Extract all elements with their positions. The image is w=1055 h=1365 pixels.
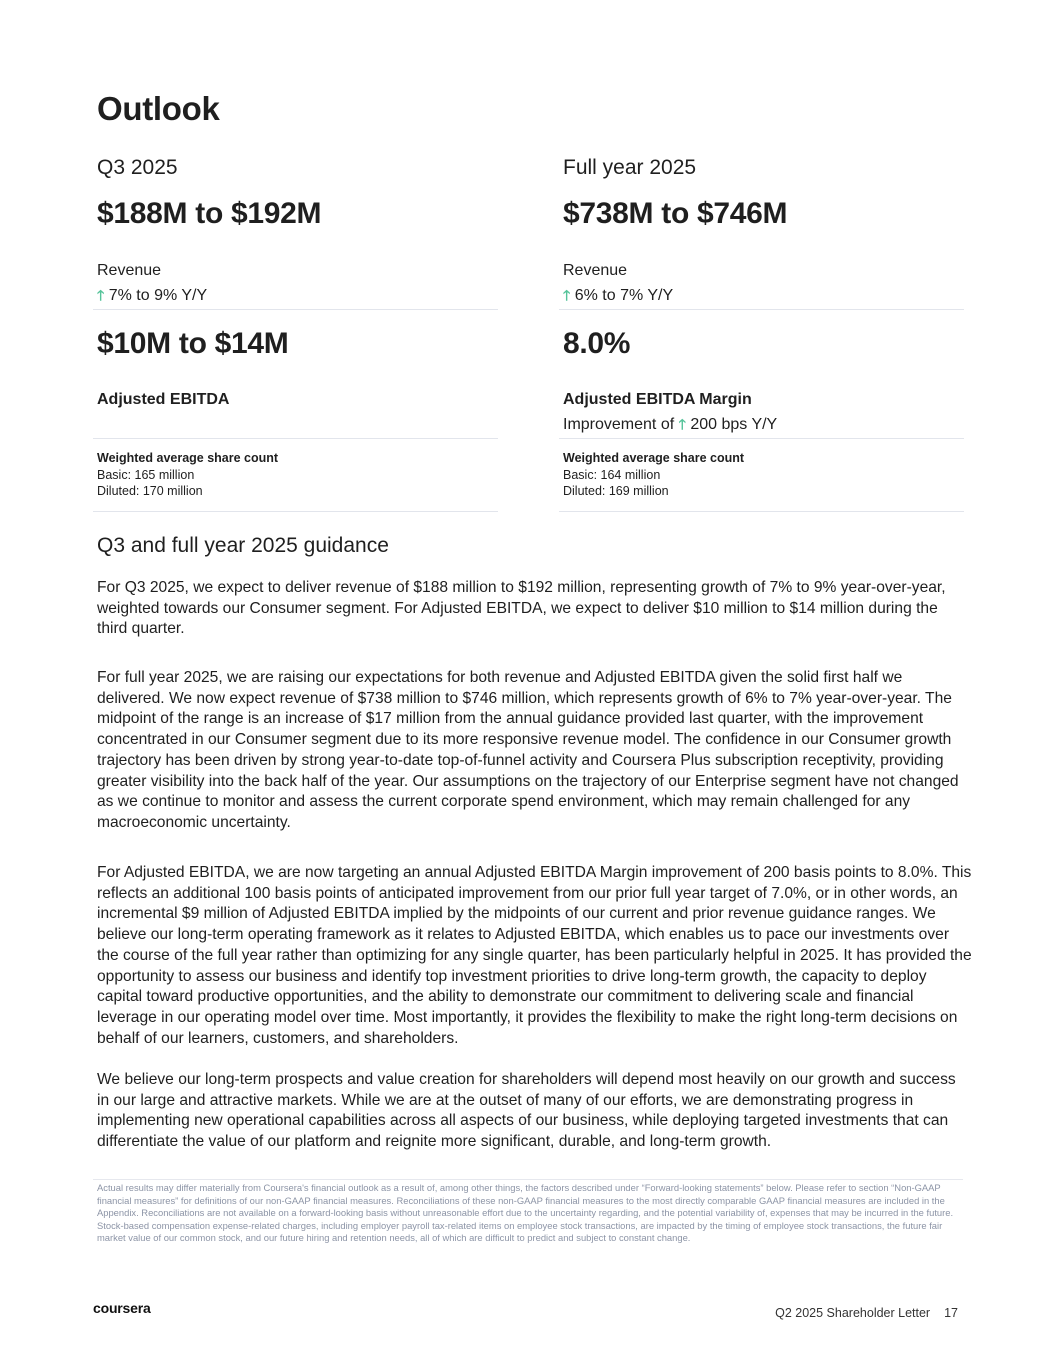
fy-revenue-growth: [563, 285, 673, 309]
footnote-divider: [93, 1179, 963, 1180]
fy-ebitda-margin-label: Adjusted EBITDA Margin: [563, 391, 752, 408]
q3-ebitda-range: $10M to $14M: [97, 327, 289, 360]
divider: [93, 309, 498, 310]
up-arrow-icon: 🡑: [97, 287, 105, 303]
fy-period-heading: Full year 2025: [563, 156, 697, 179]
section-heading: Q3 and full year 2025 guidance: [97, 534, 389, 557]
page-title: Outlook: [97, 90, 220, 127]
fy-share-count-title: Weighted average share count: [563, 451, 745, 465]
up-arrow-icon: 🡑: [678, 416, 686, 432]
fy-revenue-label: Revenue: [563, 262, 628, 279]
fy-share-diluted: Diluted: 169 million: [563, 484, 669, 498]
paragraph-q3-guidance: For Q3 2025, we expect to deliver revenue of $188 million to $192 million, representing growth of 7% to 9% year-over-year, weighted towards our Consumer segment. For Adjusted EBITDA, we expect to deliver $10 million to $14 million during the third quarter.: [97, 579, 946, 638]
fy-share-basic: Basic: 164 million: [563, 467, 661, 482]
divider: [93, 438, 498, 439]
q3-ebitda-label: Adjusted EBITDA: [97, 391, 230, 408]
fy-ebitda-improvement: [563, 414, 777, 438]
up-arrow-icon: 🡑: [563, 287, 571, 303]
q3-share-count-title: Weighted average share count: [97, 451, 279, 465]
footer-info: [775, 1306, 958, 1320]
q3-share-basic: Basic: 165 million: [97, 467, 195, 482]
fy-ebitda-margin: 8.0%: [563, 327, 631, 360]
q3-share-count: [97, 450, 278, 500]
fy-revenue-range: $738M to $746M: [563, 197, 788, 230]
divider: [559, 309, 964, 310]
q3-revenue-range: $188M to $192M: [97, 197, 322, 230]
paragraph-fy-guidance: For full year 2025, we are raising our expectations for both revenue and Adjusted EBITDA given the solid first half we delivered. We now expect revenue of $738 million to $746 million, which represents growth of 6% to 7% year-over-year. The midpoint of the range is an increase of $17 million from the annual guidance provided last quarter, with the improvement concentrated in our Consumer segment due to its more responsive revenue model. The confidence in our Consumer growth trajectory has been driven by strong year-to-date top-of-funnel activity and Coursera Plus subscription receptivity, providing greater visibility into the back half of the year. Our assumptions on the trajectory of our Enterprise segment have not changed as we continue to monitor and assess the current corporate spend environment, which may remain challenged for any macroeconomic uncertainty.: [97, 669, 959, 831]
q3-revenue-growth-text: 7% to 9% Y/Y: [108, 287, 208, 304]
fy-share-count: [563, 450, 744, 500]
page-number: 17: [944, 1306, 958, 1320]
fy-improvement-value: 200 bps Y/Y: [690, 416, 778, 433]
q3-revenue-growth: [97, 285, 207, 309]
divider: [93, 511, 498, 512]
q3-revenue-label: Revenue: [97, 262, 162, 279]
fy-revenue-growth-text: 6% to 7% Y/Y: [574, 287, 674, 304]
paragraph-ebitda-guidance: For Adjusted EBITDA, we are now targeting an annual Adjusted EBITDA Margin improvement of 200 basis points to 8.0%. This reflects an additional 100 basis points of anticipated improvement from our prior full year target of 7.0%, or in other words, an incremental $9 million of Adjusted EBITDA implied by the midpoints of our current and prior revenue guidance ranges. We believe our long-term operating framework as it relates to Adjusted EBITDA, which enables us to pace our investments over the course of the full year rather than optimizing for any single quarter, has been particularly helpful in 2025. It has provided the opportunity to assess our business and identify top investment priorities to drive long-term growth, the capacity to deploy capital toward productive opportunities, and the ability to demonstrate our commitment to delivering scale and financial leverage in our operating model over time. Most importantly, it provides the flexibility to make the right long-term decisions on behalf of our learners, customers, and shareholders.: [97, 864, 972, 1047]
paragraph-long-term-prospects: We believe our long-term prospects and value creation for shareholders will depend most heavily on our growth and success in our large and attractive markets. While we are at the outset of many of our efforts, we are demonstrating progress in implementing new operational capabilities across all aspects of our business, while deploying targeted investments that can differentiate the value of our platform and reignite more significant, durable, and long-term growth.: [97, 1071, 956, 1151]
coursera-logo: coursera: [93, 1300, 151, 1316]
q3-share-diluted: Diluted: 170 million: [97, 484, 203, 498]
fy-improvement-prefix: Improvement of: [563, 416, 675, 433]
divider: [559, 438, 964, 439]
footer-doc-title: Q2 2025 Shareholder Letter: [775, 1306, 931, 1320]
footnote: Actual results may differ materially from Coursera's financial outlook as a result of, among other things, the factors described under “Forward-looking statements” below. Please refer to section “Non-GAAP financial measures” for definitions of our non-GAAP financial measures. Reconciliations of these non-GAAP financial measures to the most directly comparable GAAP financial measures are included in the Appendix. Reconciliations are not available on a forward-looking basis without unreasonable effort due to the uncertainty regarding, and the potential variability of, expenses that may be incurred in the future. Stock-based compensation expense-related charges, including employer payroll tax-related items on employee stock transactions, are impacted by the timing of employee stock transactions, the future fair market value of our common stock, and our future hiring and retention needs, all of which are difficult to predict and subject to constant change.: [97, 1182, 954, 1244]
q3-period-heading: Q3 2025: [97, 156, 178, 179]
divider: [559, 511, 964, 512]
